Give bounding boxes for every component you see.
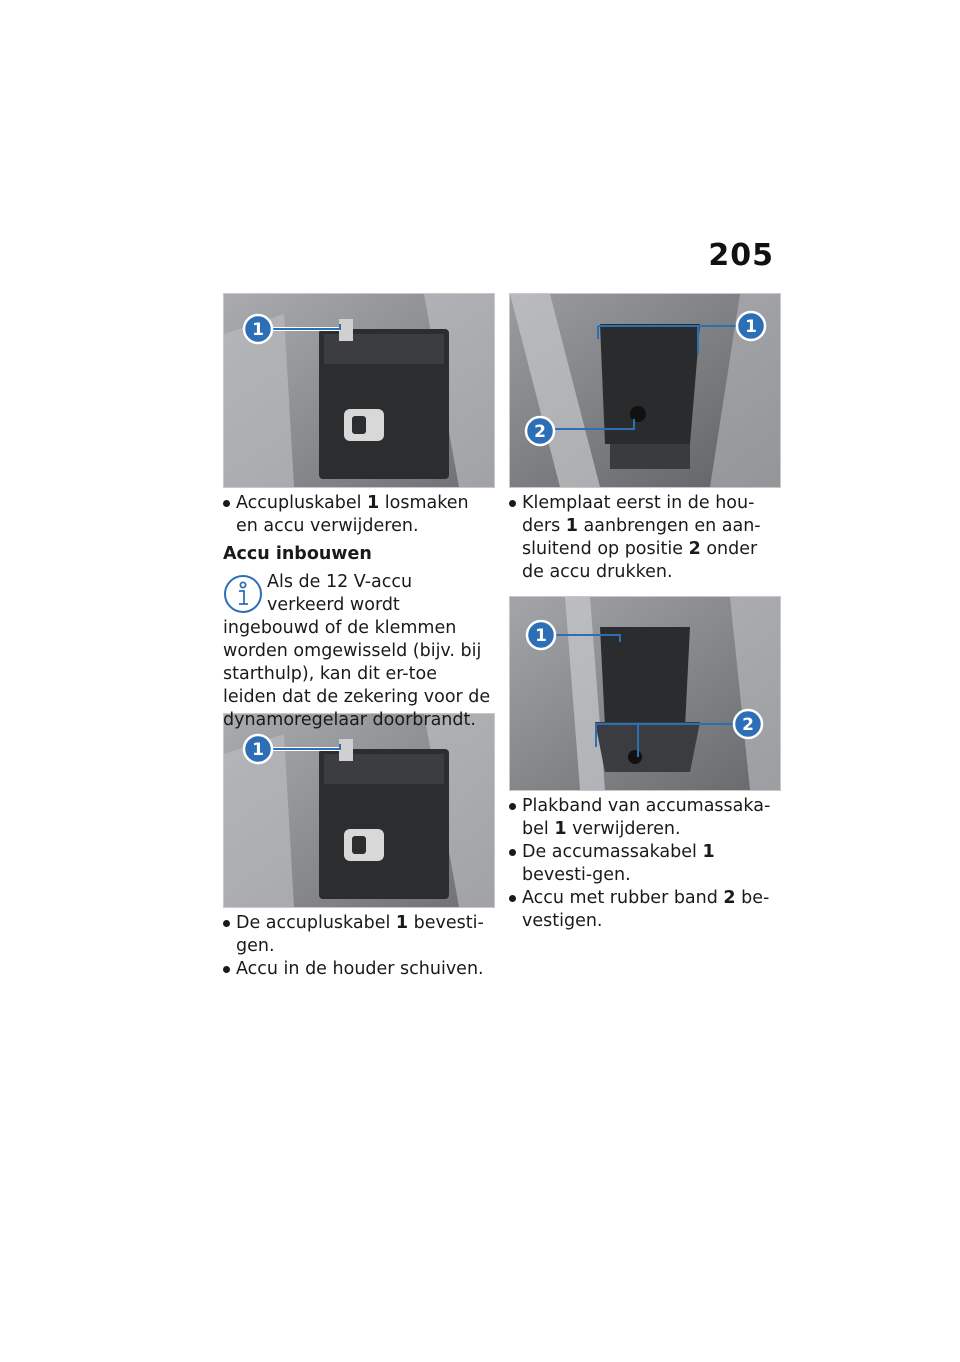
svg-text:1: 1 — [252, 320, 264, 340]
list-item: Klemplaat eerst in de hou-ders 1 aanbrengen en aan-sluitend op positie 2 onder de accu drukken. — [509, 492, 781, 584]
battery-illustration — [510, 294, 780, 487]
col1-steps-top — [223, 492, 495, 538]
col2-steps-top — [509, 492, 781, 584]
col2-steps-bottom — [509, 795, 781, 933]
svg-text:1: 1 — [745, 317, 757, 337]
battery-illustration — [510, 597, 780, 790]
list-item: De accumassakabel 1 bevesti-gen. — [509, 841, 781, 887]
svg-text:2: 2 — [742, 715, 754, 735]
list-item: Accu in de houder schuiven. — [223, 958, 495, 981]
battery-illustration — [224, 714, 494, 907]
list-item: Plakband van accumassaka-bel 1 verwijderen. — [509, 795, 781, 841]
battery-photo-3 — [509, 596, 781, 791]
info-icon — [223, 574, 263, 614]
page-number: 205 — [708, 238, 774, 273]
battery-illustration — [224, 294, 494, 487]
info-note: Als de 12 V-accu verkeerd wordt ingebouwd of de klemmen worden omgewisseld (bijv. bij starthulp), kan dit er-toe leiden dat de zekering voor de dynamoregelaar doorbrandt. — [223, 572, 491, 730]
list-item: De accupluskabel 1 bevesti-gen. — [223, 912, 495, 958]
battery-photo-2 — [509, 293, 781, 488]
svg-text:1: 1 — [252, 740, 264, 760]
svg-text:1: 1 — [535, 626, 547, 646]
list-item: Accupluskabel 1 losmaken en accu verwijderen. — [223, 492, 495, 538]
list-item: Accu met rubber band 2 be-vestigen. — [509, 887, 781, 933]
battery-photo-1 — [223, 293, 495, 488]
battery-photo-4 — [223, 713, 495, 908]
section-heading: Accu inbouwen — [223, 544, 372, 564]
svg-text:2: 2 — [534, 422, 546, 442]
col1-steps-bottom — [223, 912, 495, 981]
